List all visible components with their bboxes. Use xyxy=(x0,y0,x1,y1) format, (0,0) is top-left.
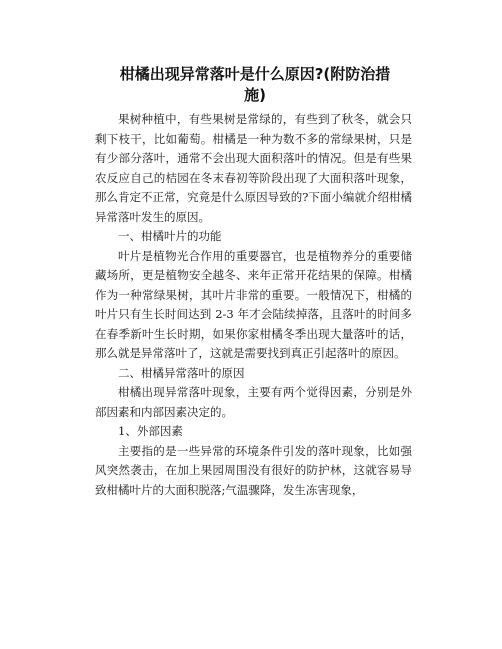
intro-paragraph: 果树种植中，有些果树是常绿的，有些到了秋冬，就会只剩下枝干，比如葡萄。柑橘是一种为数不多的常绿果树，只是有少部分落叶，通常不会出现大面积落叶的情况。但是有些果农反应自己的桔园在冬末春初等阶段出现了大面积落叶现象，那么肯定不正常，究竟是什么原因导致的?下面小编就介绍柑橘异常落叶发生的原因。 xyxy=(95,112,412,224)
causes-paragraph: 柑橘出现异常落叶现象，主要有两个觉得因素，分别是外部因素和内部因素决定的。 xyxy=(95,385,412,419)
subheading-external-factors: 1、外部因素 xyxy=(118,424,183,438)
section-heading-leaf-function: 一、柑橘叶片的功能 xyxy=(118,229,222,243)
document-title: 柑橘出现异常落叶是什么原因?(附防治措施) xyxy=(119,65,391,104)
leaf-function-paragraph: 叶片是植物光合作用的重要器官，也是植物养分的重要储藏场所，更是植物安全越冬、来年正常开花结果的保障。柑橘作为一种常绿果树，其叶片非常的重要。一般情况下，柑橘的叶片只有生长时间达到 2-3 年才会陆续掉落，且落叶的时间多在春季新叶生长时期，如果你家柑橘冬季出现大量落叶的话，那么就是异常落叶了，这就是需要找到真正引起落叶的原因。 xyxy=(95,248,412,360)
document-body xyxy=(95,110,412,500)
section-heading-causes: 二、柑橘异常落叶的原因 xyxy=(118,365,245,380)
external-factors-paragraph: 主要指的是一些异常的环境条件引发的落叶现象，比如强风突然袭击，在加上果园周围没有很好的防护林，这就容易导致柑橘叶片的大面积脱落;气温骤降，发生冻害现象， xyxy=(95,443,412,497)
